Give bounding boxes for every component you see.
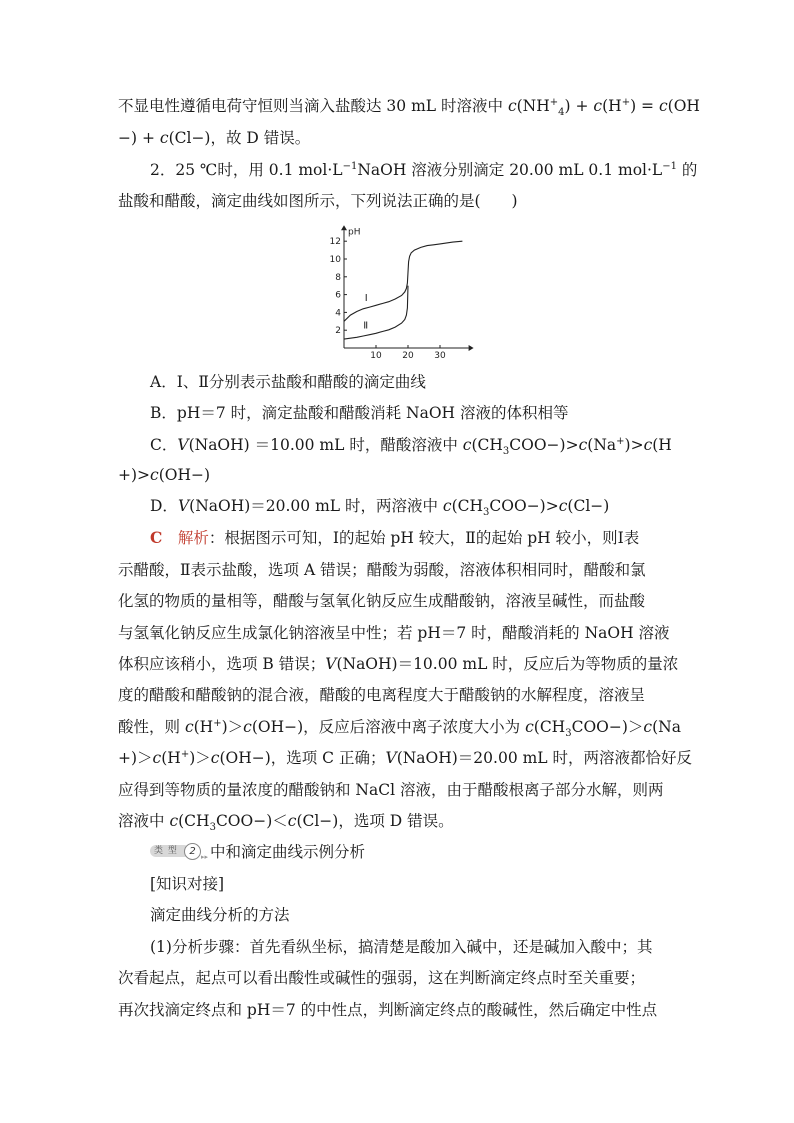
answer-line-2: 示醋酸，Ⅱ表示盐酸，选项 A 错误；醋酸为弱酸，溶液体积相同时，醋酸和氯 bbox=[118, 561, 646, 579]
answer-line-9: 应得到等物质的量浓度的醋酸钠和 NaCl 溶液，由于醋酸根离子部分水解，则两 bbox=[118, 781, 664, 799]
section-heading bbox=[150, 842, 365, 862]
method-paragraph-2: 次看起点，起点可以看出酸性或碱性的强弱，这在判断滴定终点时至关重要； bbox=[118, 969, 646, 987]
y-axis-label: pH bbox=[348, 227, 361, 238]
analysis-label: 解析 bbox=[177, 529, 209, 547]
knowledge-label: [知识对接] bbox=[150, 875, 225, 893]
method-paragraph-1: (1)分析步骤：首先看纵坐标，搞清楚是酸加入碱中，还是碱加入酸中；其 bbox=[150, 938, 653, 956]
answer-letter: C bbox=[150, 528, 163, 547]
answer-line-3: 化氢的物质的量相等，醋酸与氢氧化钠反应生成醋酸钠，溶液呈碱性，而盐酸 bbox=[118, 592, 646, 610]
question-stem-1: 2．25 ℃时，用 0.1 $mol\cdot L^{-1}NaOH$ 溶液分别滴定 20.00 mL 0.1 $mol\cdot L^{-1}$ 的 bbox=[150, 160, 698, 179]
x-tick-label: 10 bbox=[370, 351, 382, 360]
chevron-right-icon: ▸▸ bbox=[201, 853, 209, 861]
type-badge bbox=[150, 843, 208, 859]
answer-line-7: 酸性，则 c(H+)＞c(OH−)，反应后溶液中离子浓度大小为 $c(CH_3COO-)>c(Na$ bbox=[118, 717, 681, 740]
chart-series bbox=[344, 241, 462, 339]
series-line-1 bbox=[344, 241, 462, 321]
y-tick-label: 8 bbox=[335, 272, 341, 283]
x-tick-label: 20 bbox=[402, 351, 414, 360]
answer-line-1: C 解析：根据图示可知，Ⅰ的起始 pH 较大，Ⅱ的起始 pH 较小，则Ⅰ表 bbox=[150, 528, 640, 547]
x-tick-label: 30 bbox=[434, 351, 446, 360]
option-a: A．Ⅰ、Ⅱ分别表示盐酸和醋酸的滴定曲线 bbox=[150, 373, 426, 391]
method-heading: 滴定曲线分析的方法 bbox=[150, 906, 290, 924]
option-d: D．V(NaOH)＝20.00 mL 时，两溶液中 $c(CH_3COO-)>c(Cl-)$ bbox=[150, 497, 610, 519]
question-stem-2: 盐酸和醋酸，滴定曲线如图所示，下列说法正确的是( ) bbox=[118, 192, 518, 210]
y-tick-label: 10 bbox=[329, 255, 341, 265]
top-line-2: −) + c(Cl−)，故 D 错误。 bbox=[118, 129, 311, 147]
type-badge-text: 类 型 bbox=[150, 845, 190, 857]
option-b: B．pH＝7 时，滴定盐酸和醋酸消耗 NaOH 溶液的体积相等 bbox=[150, 404, 569, 422]
y-tick-label: 2 bbox=[335, 326, 341, 337]
answer-line-8: +)＞c(H+)＞c(OH−)，选项 C 正确；V(NaOH)＝20.00 mL 时，两溶液都恰好反 bbox=[118, 748, 693, 767]
x-axis-arrow bbox=[469, 345, 474, 351]
curve-label-2: Ⅱ bbox=[363, 320, 369, 332]
answer-line-6: 度的醋酸和醋酸钠的混合液，醋酸的电离程度大于醋酸钠的水解程度，溶液呈 bbox=[118, 686, 646, 704]
y-tick-label: 12 bbox=[329, 237, 341, 248]
y-tick-label: 6 bbox=[335, 290, 341, 301]
option-c-line-2: +)>c(OH−) bbox=[118, 466, 211, 484]
titration-curve-chart bbox=[322, 222, 497, 360]
answer-line-5: 体积应该稍小，选项 B 错误；V(NaOH)＝10.00 mL 时，反应后为等物质的量浓 bbox=[118, 655, 679, 673]
top-line-1: 不显电性遵循电荷守恒则当滴入盐酸达 30 mL 时溶液中 $c(NH^+_4) + c(H^+) = c(OH$ bbox=[118, 96, 700, 119]
option-c-line-1: C．V(NaOH) ＝10.00 mL 时，醋酸溶液中 $c(CH_3COO-)>c(Na^+)>c(H$ bbox=[150, 435, 672, 458]
chart-ticks bbox=[330, 237, 446, 360]
chart-labels bbox=[348, 227, 368, 331]
section-title: 中和滴定曲线示例分析 bbox=[210, 843, 366, 861]
curve-label-1: Ⅰ bbox=[364, 292, 368, 304]
series-line-2 bbox=[344, 286, 408, 339]
y-tick-label: 4 bbox=[335, 308, 341, 319]
y-axis-arrow bbox=[341, 225, 347, 230]
answer-line-4: 与氢氧化钠反应生成氯化钠溶液呈中性；若 pH＝7 时，醋酸消耗的 NaOH 溶液 bbox=[118, 624, 670, 642]
type-badge-number: 2 bbox=[184, 843, 201, 860]
chart-axes bbox=[341, 225, 474, 351]
answer-line-10: 溶液中 $c(CH_3COO-)<c(Cl-)$，选项 D 错误。 bbox=[118, 812, 454, 834]
method-paragraph-3: 再次找滴定终点和 pH＝7 的中性点，判断滴定终点的酸碱性，然后确定中性点 bbox=[118, 1001, 658, 1019]
